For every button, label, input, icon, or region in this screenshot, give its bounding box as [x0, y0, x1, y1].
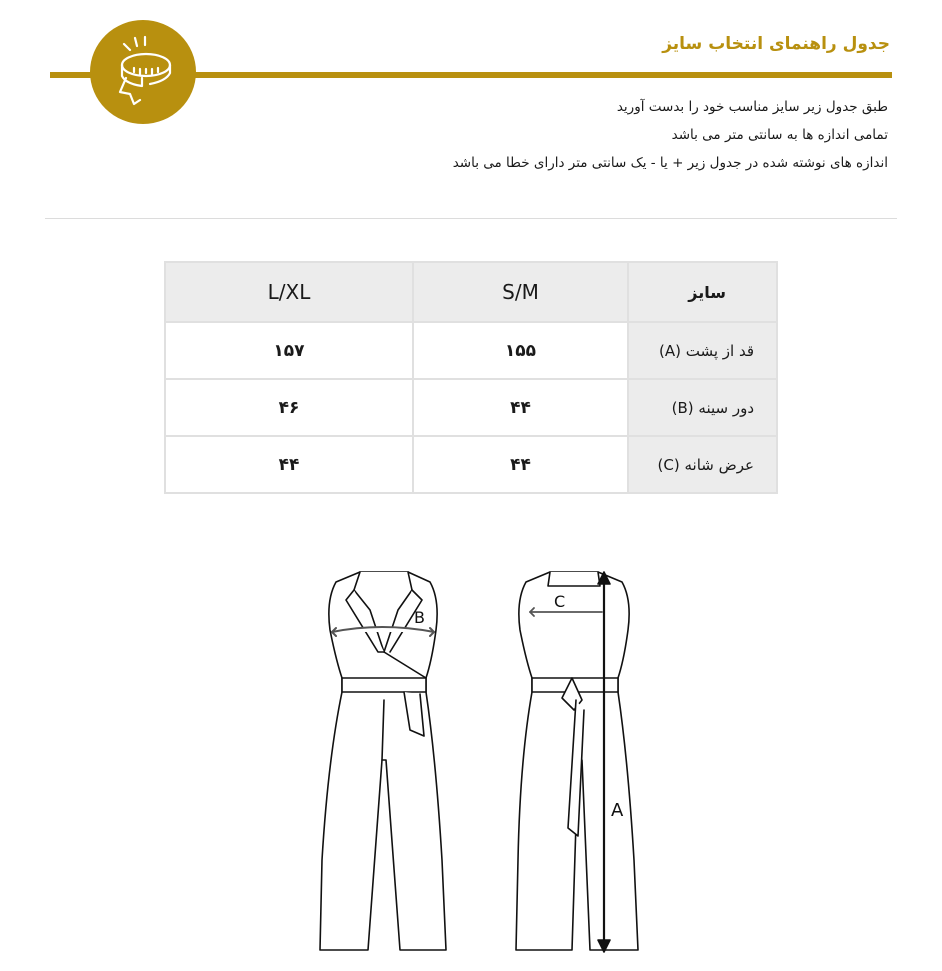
intro-line: طبق جدول زیر سایز مناسب خود را بدست آورید	[616, 99, 888, 115]
row-label-shoulder: عرض شانه (C)	[628, 436, 777, 493]
size-header-s-m: S/M	[413, 262, 628, 322]
cell-shoulder-s-m: ۴۴	[413, 436, 628, 493]
cell-back-length-s-m: ۱۵۵	[413, 322, 628, 379]
intro-text	[368, 93, 888, 177]
size-header-l-xl: L/XL	[165, 262, 413, 322]
label-c: C	[554, 592, 566, 611]
jumpsuit-diagram	[278, 560, 682, 968]
measuring-tape-icon	[90, 20, 196, 124]
label-b: B	[414, 608, 425, 627]
table-row	[165, 379, 777, 436]
table-header-row	[165, 262, 777, 322]
row-label-back-length: قد از پشت (A)	[628, 322, 777, 379]
cell-chest-l-xl: ۴۶	[165, 379, 413, 436]
size-table	[164, 261, 778, 494]
measuring-tape-badge	[90, 20, 196, 124]
cell-chest-s-m: ۴۴	[413, 379, 628, 436]
table-row	[165, 436, 777, 493]
size-header-label: سایز	[628, 262, 777, 322]
table-row	[165, 322, 777, 379]
row-label-chest: دور سینه (B)	[628, 379, 777, 436]
intro-line: تمامی اندازه ها به سانتی متر می باشد	[671, 127, 888, 143]
jumpsuit-front	[320, 572, 446, 950]
jumpsuit-back	[516, 572, 638, 952]
page-title: جدول راهنمای انتخاب سایز	[662, 34, 890, 54]
intro-line: اندازه های نوشته شده در جدول زیر + یا - یک سانتی متر دارای خطا می باشد	[452, 155, 888, 171]
section-divider	[45, 218, 897, 219]
cell-back-length-l-xl: ۱۵۷	[165, 322, 413, 379]
cell-shoulder-l-xl: ۴۴	[165, 436, 413, 493]
label-a: A	[611, 800, 624, 821]
